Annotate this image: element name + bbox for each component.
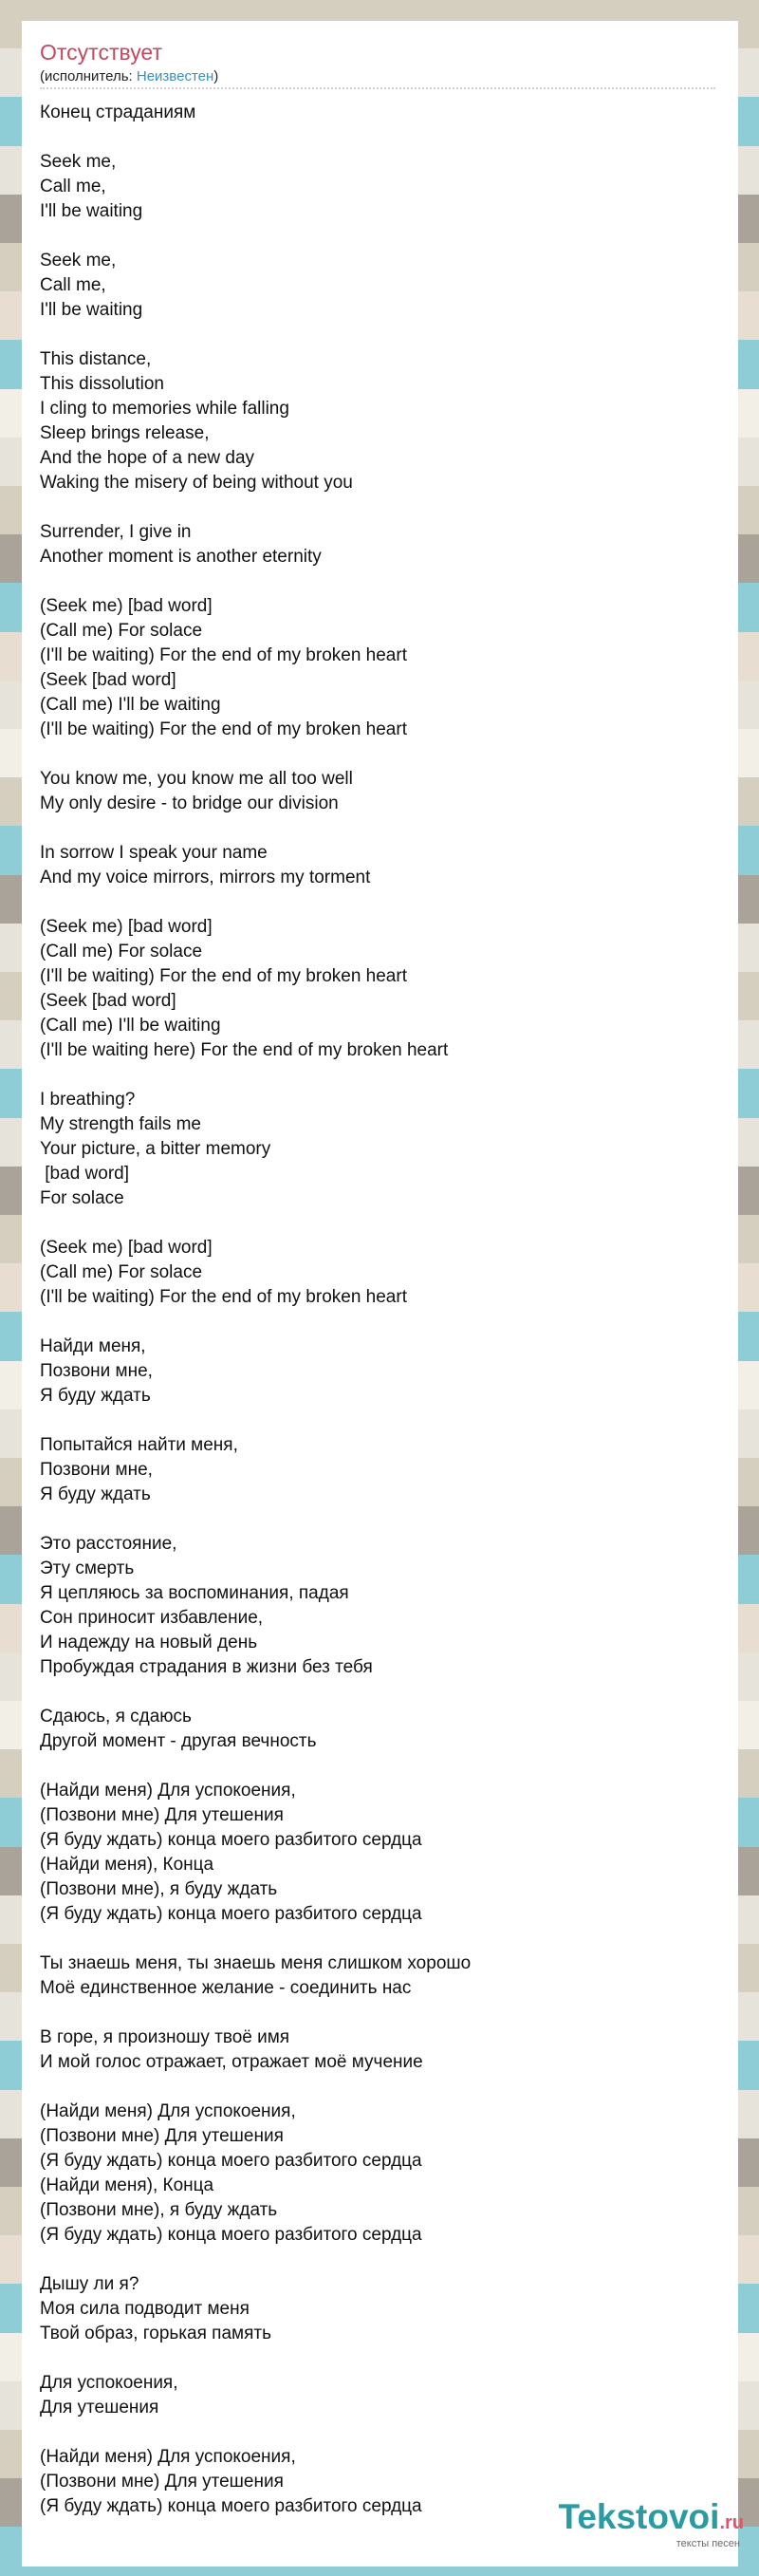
- lyric-line: (Позвони мне) Для утешения: [40, 1805, 284, 1825]
- lyric-line: (Я буду ждать) конца моего разбитого сердца: [40, 2225, 422, 2245]
- lyric-line: [40, 2248, 723, 2272]
- lyric-line: Я буду ждать: [40, 1484, 151, 1504]
- lyric-line: (Call me) I'll be waiting: [40, 695, 221, 715]
- lyric-line: I cling to memories while falling: [40, 399, 289, 419]
- lyric-line: (Я буду ждать) конца моего разбитого сердца: [40, 2496, 422, 2516]
- lyric-line: I'll be waiting: [40, 201, 143, 221]
- lyric-line: And the hope of a new day: [40, 448, 255, 468]
- lyric-line: Я цепляюсь за воспоминания, падая: [40, 1583, 349, 1603]
- lyrics-text: [40, 101, 723, 2519]
- lyric-line: [40, 1211, 723, 1236]
- lyric-line: [40, 2075, 723, 2100]
- lyric-line: You know me, you know me all too well: [40, 769, 353, 789]
- lyric-line: [40, 495, 723, 520]
- lyric-line: Дышу ли я?: [40, 2274, 139, 2294]
- lyric-line: (I'll be waiting) For the end of my broken heart: [40, 966, 407, 986]
- lyric-line: В горе, я произношу твоё имя: [40, 2027, 290, 2047]
- dotted-divider: [40, 87, 715, 89]
- lyric-line: [40, 323, 723, 347]
- lyric-line: (Найди меня) Для успокоения,: [40, 1781, 296, 1801]
- lyric-line: In sorrow I speak your name: [40, 843, 268, 863]
- lyric-line: (Я буду ждать) конца моего разбитого сердца: [40, 1904, 422, 1924]
- lyric-line: (I'll be waiting) For the end of my broken heart: [40, 719, 407, 739]
- lyric-line: (Seek [bad word]: [40, 991, 176, 1011]
- lyric-line: [40, 1310, 723, 1335]
- lyric-line: (Позвони мне) Для утешения: [40, 2126, 284, 2146]
- lyrics-card: [22, 21, 738, 2567]
- artist-line: [40, 68, 218, 85]
- lyric-line: Эту смерть: [40, 1559, 135, 1578]
- logo-wordmark: [558, 2498, 744, 2542]
- lyric-line: (Seek me) [bad word]: [40, 596, 213, 616]
- lyric-line: This dissolution: [40, 374, 164, 394]
- lyric-line: (Позвони мне) Для утешения: [40, 2472, 284, 2492]
- lyric-line: [40, 2420, 723, 2445]
- lyric-line: (Seek [bad word]: [40, 670, 176, 690]
- lyric-line: [40, 2001, 723, 2025]
- lyric-line: (Seek me) [bad word]: [40, 917, 213, 937]
- lyric-line: [40, 2346, 723, 2371]
- lyric-line: My only desire - to bridge our division: [40, 793, 339, 813]
- lyric-line: This distance,: [40, 349, 152, 369]
- lyric-line: Seek me,: [40, 152, 117, 172]
- lyric-line: Моя сила подводит меня: [40, 2299, 250, 2319]
- lyric-line: Твой образ, горькая память: [40, 2324, 271, 2343]
- lyric-line: [40, 1507, 723, 1532]
- lyric-line: Попытайся найти меня,: [40, 1435, 238, 1455]
- logo-tagline: тексты песен: [676, 2538, 740, 2549]
- lyric-line: Пробуждая страдания в жизни без тебя: [40, 1657, 373, 1677]
- lyric-line: Найди меня,: [40, 1336, 146, 1356]
- lyric-line: (Seek me) [bad word]: [40, 1238, 213, 1258]
- lyric-line: [40, 125, 723, 150]
- lyric-line: (Call me) For solace: [40, 621, 203, 641]
- lyric-line: (I'll be waiting here) For the end of my broken heart: [40, 1040, 449, 1060]
- lyric-line: I'll be waiting: [40, 300, 143, 320]
- site-logo[interactable]: [558, 2498, 744, 2549]
- lyric-line: Ты знаешь меня, ты знаешь меня слишком хорошо: [40, 1953, 472, 1973]
- lyric-line: (Найди меня) Для успокоения,: [40, 2447, 296, 2467]
- lyric-line: [40, 1680, 723, 1705]
- lyric-line: Call me,: [40, 177, 106, 196]
- lyric-line: Call me,: [40, 275, 106, 295]
- lyric-line: Seek me,: [40, 251, 117, 271]
- lyric-line: (I'll be waiting) For the end of my broken heart: [40, 645, 407, 665]
- lyric-line: Конец страданиям: [40, 103, 196, 122]
- lyric-line: (I'll be waiting) For the end of my broken heart: [40, 1287, 407, 1307]
- lyric-line: (Найди меня), Конца: [40, 2175, 214, 2195]
- lyric-line: Другой момент - другая вечность: [40, 1731, 317, 1751]
- lyric-line: [40, 1063, 723, 1088]
- lyric-line: (Call me) For solace: [40, 1262, 203, 1282]
- lyric-line: Моё единственное желание - соединить нас: [40, 1978, 412, 1998]
- lyric-line: [40, 224, 723, 249]
- artist-prefix: (исполнитель:: [40, 68, 137, 84]
- lyric-line: (Я буду ждать) конца моего разбитого сердца: [40, 1830, 422, 1850]
- lyric-line: Сон приносит избавление,: [40, 1608, 264, 1628]
- song-title: Отсутствует: [40, 40, 162, 65]
- logo-word: Tekstovoi: [558, 2497, 720, 2536]
- lyric-line: For solace: [40, 1188, 124, 1208]
- lyric-line: (Найди меня) Для успокоения,: [40, 2101, 296, 2121]
- lyric-line: (Найди меня), Конца: [40, 1855, 214, 1875]
- lyric-line: Для утешения: [40, 2398, 159, 2417]
- lyric-line: [40, 816, 723, 841]
- lyric-line: И надежду на новый день: [40, 1633, 258, 1652]
- lyric-line: (Call me) For solace: [40, 942, 203, 961]
- lyric-line: Your picture, a bitter memory: [40, 1139, 271, 1159]
- lyric-line: Для успокоения,: [40, 2373, 178, 2393]
- lyric-line: (Я буду ждать) конца моего разбитого сердца: [40, 2151, 422, 2171]
- artist-suffix: ): [213, 68, 219, 84]
- lyric-line: Я буду ждать: [40, 1386, 151, 1406]
- lyric-line: My strength fails me: [40, 1114, 201, 1134]
- lyric-line: Sleep brings release,: [40, 423, 210, 443]
- lyric-line: Surrender, I give in: [40, 522, 192, 542]
- lyric-line: Позвони мне,: [40, 1460, 153, 1480]
- lyric-line: [40, 1927, 723, 1951]
- lyric-line: Waking the misery of being without you: [40, 473, 353, 493]
- lyric-line: Позвони мне,: [40, 1361, 153, 1381]
- lyric-line: [40, 569, 723, 594]
- lyric-line: Another moment is another eternity: [40, 547, 322, 567]
- logo-tld: .ru: [719, 2512, 744, 2533]
- lyric-line: And my voice mirrors, mirrors my torment: [40, 868, 371, 887]
- artist-link[interactable]: Неизвестен: [136, 68, 214, 84]
- lyric-line: I breathing?: [40, 1090, 136, 1110]
- lyric-line: [bad word]: [40, 1164, 129, 1184]
- lyric-line: Сдаюсь, я сдаюсь: [40, 1707, 192, 1727]
- lyric-line: (Позвони мне), я буду ждать: [40, 2200, 278, 2220]
- lyric-line: [40, 1409, 723, 1433]
- lyric-line: (Позвони мне), я буду ждать: [40, 1879, 278, 1899]
- lyric-line: [40, 742, 723, 767]
- lyric-line: И мой голос отражает, отражает моё мучение: [40, 2052, 423, 2072]
- lyric-line: [40, 890, 723, 915]
- lyric-line: [40, 1754, 723, 1779]
- lyric-line: Это расстояние,: [40, 1534, 177, 1554]
- lyric-line: (Call me) I'll be waiting: [40, 1016, 221, 1036]
